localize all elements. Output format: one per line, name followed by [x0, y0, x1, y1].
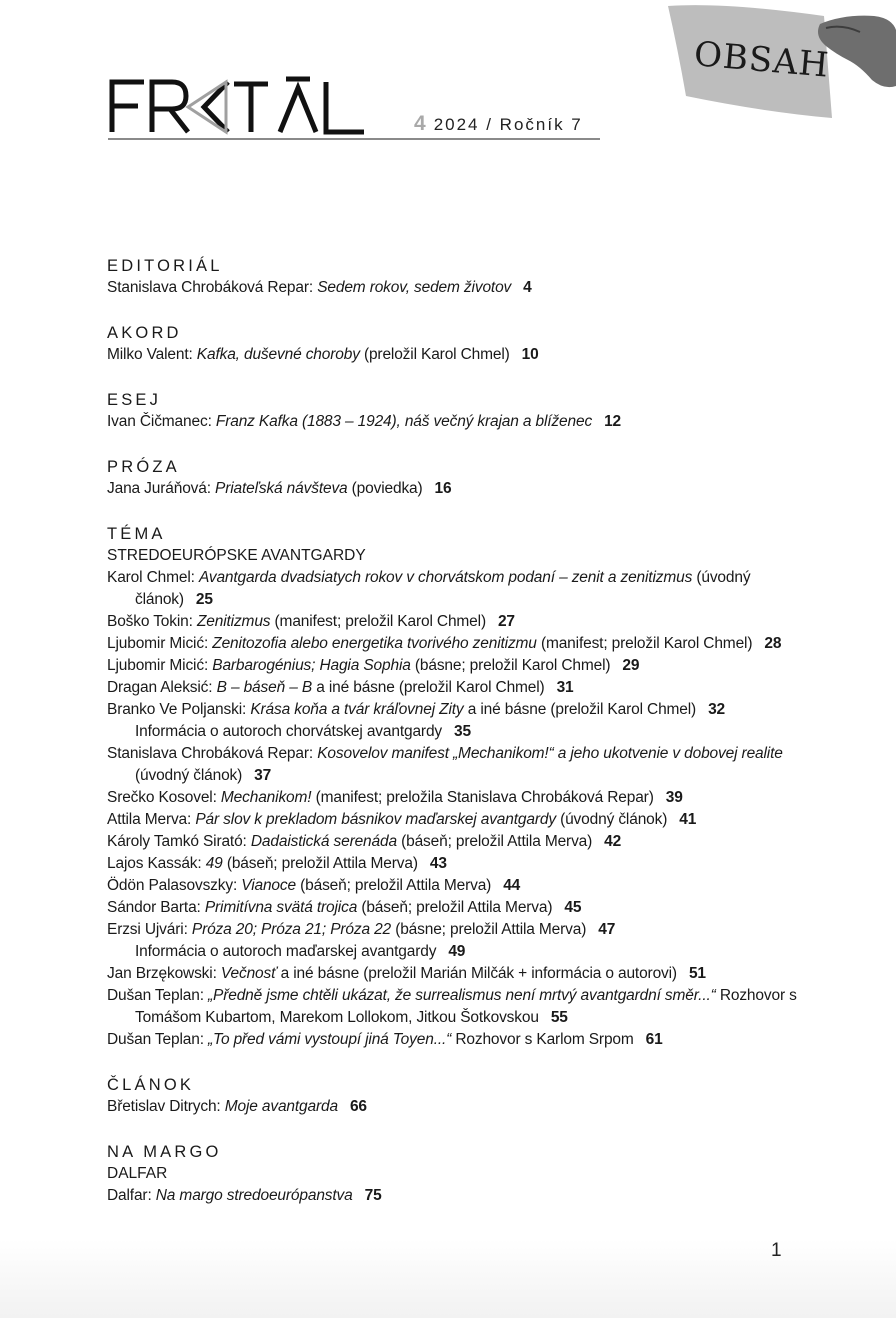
entry-title: „Předně jsme chtěli ukázat, že surrealismus není mrtvý avantgardní směr...“ — [208, 987, 716, 1004]
entry-page-number: 35 — [454, 723, 471, 740]
toc-entry[interactable] — [107, 897, 827, 919]
section-heading: PRÓZA — [107, 458, 180, 476]
entry-title: Sedem rokov, sedem životov — [317, 279, 512, 296]
issue-year-volume: 2024 / Ročník 7 — [433, 115, 583, 134]
toc-entry[interactable] — [107, 277, 827, 299]
entry-author: Dušan Teplan: — [107, 987, 209, 1004]
entry-title: Primitívna svätá trojica — [204, 899, 358, 916]
entry-title: Franz Kafka (1883 – 1924), náš večný krajan a blíženec — [215, 413, 593, 430]
toc-section — [107, 456, 827, 500]
entry-author: Ljubomir Micić: — [107, 657, 213, 674]
toc-entry[interactable] — [107, 1029, 827, 1051]
entry-page-number: 29 — [622, 657, 640, 674]
obsah-label: OBSAH — [692, 34, 831, 86]
toc-entry[interactable] — [107, 411, 827, 433]
entry-note: Rozhovor s Karlom Srpom — [451, 1031, 634, 1048]
entry-note: (básne; preložil Karol Chmel) — [410, 657, 611, 674]
entry-title: Večnosť — [220, 965, 277, 982]
toc-entry[interactable] — [107, 677, 827, 699]
toc-section — [107, 322, 827, 366]
entry-note: a iné básne (preložil Karol Chmel) — [463, 701, 697, 718]
entry-title: Krása koňa a tvár kráľovnej Zity — [250, 701, 464, 718]
entry-page-number: 28 — [764, 635, 782, 652]
toc-entry[interactable] — [107, 809, 827, 831]
toc-entry[interactable] — [107, 1096, 827, 1118]
entry-title: Moje avantgarda — [224, 1098, 338, 1115]
section-heading: ČLÁNOK — [107, 1076, 195, 1094]
entry-title: Na margo stredoeurópanstva — [155, 1187, 353, 1204]
toc-entry[interactable] — [107, 985, 827, 1029]
entry-title: Kosovelov manifest „Mechanikom!“ a jeho ukotvenie v dobovej realite — [317, 745, 783, 762]
toc-entry[interactable] — [107, 743, 827, 787]
entry-page-number: 16 — [434, 480, 452, 497]
entry-author: Ljubomir Micić: — [107, 635, 213, 652]
toc-section — [107, 1141, 827, 1207]
toc-entry[interactable] — [107, 633, 827, 655]
entry-author: Ödön Palasovszky: — [107, 877, 242, 894]
masthead-rule — [108, 138, 600, 140]
entry-title: Zenitozofia alebo energetika tvorivého zenitizmu — [212, 635, 537, 652]
entry-page-number: 43 — [429, 855, 447, 872]
entry-author: Boško Tokin: — [107, 613, 197, 630]
entry-title: „To před vámi vystoupí jiná Toyen...“ — [208, 1031, 452, 1048]
toc-entry[interactable] — [107, 655, 827, 677]
entry-note: Rozhovor s Tomášom Kubartom, Marekom Lollokom, Jitkou Šotkovskou — [135, 987, 797, 1026]
entry-title: Avantgarda dvadsiatych rokov v chorvátskom podaní – zenit a zenitizmus — [198, 569, 693, 586]
entry-note: a iné básne (preložil Karol Chmel) — [312, 679, 545, 696]
toc-entry[interactable] — [107, 478, 827, 500]
toc-entry[interactable] — [107, 919, 827, 941]
entry-page-number: 47 — [598, 921, 616, 938]
entry-note: (básne; preložil Attila Merva) — [391, 921, 587, 938]
entry-note: (báseň; preložil Attila Merva) — [295, 877, 492, 894]
toc-section — [107, 389, 827, 433]
fraktal-logo — [108, 76, 373, 136]
entry-author: Informácia o autoroch chorvátskej avantgardy — [135, 723, 443, 740]
entry-page-number: 61 — [645, 1031, 663, 1048]
entry-author: Attila Merva: — [107, 811, 196, 828]
entry-title: Próza 20; Próza 21; Próza 22 — [191, 921, 392, 938]
entry-note: (manifest; preložil Karol Chmel) — [536, 635, 753, 652]
entry-title: Mechanikom! — [220, 789, 312, 806]
entry-author: Károly Tamkó Sirató: — [107, 833, 251, 850]
toc-entry[interactable] — [107, 875, 827, 897]
entry-note: a iné básne (preložil Marián Milčák + informácia o autorovi) — [276, 965, 677, 982]
section-heading: AKORD — [107, 324, 182, 342]
entry-page-number: 25 — [195, 591, 213, 608]
table-of-contents — [107, 255, 827, 1230]
entry-title: Priateľská návšteva — [215, 480, 348, 497]
section-heading: TÉMA — [107, 525, 166, 543]
entry-author: Ivan Čičmanec: — [107, 413, 216, 430]
entry-author: Dušan Teplan: — [107, 1031, 209, 1048]
toc-entry[interactable] — [107, 611, 827, 633]
entry-note: (báseň; preložil Attila Merva) — [396, 833, 593, 850]
section-heading: EDITORIÁL — [107, 257, 223, 275]
entry-note: (preložil Karol Chmel) — [359, 346, 510, 363]
entry-author: Jana Juráňová: — [107, 480, 216, 497]
entry-note: (báseň; preložil Attila Merva) — [357, 899, 553, 916]
entry-note: (úvodný článok) — [555, 811, 668, 828]
entry-page-number: 12 — [604, 413, 622, 430]
toc-entry[interactable] — [107, 1185, 827, 1207]
entry-author: Srečko Kosovel: — [107, 789, 221, 806]
entry-author: Branko Ve Poljanski: — [107, 701, 251, 718]
toc-entry[interactable] — [107, 567, 827, 611]
entry-page-number: 42 — [604, 833, 622, 850]
toc-entry[interactable] — [107, 721, 827, 743]
toc-entry[interactable] — [107, 344, 827, 366]
entry-page-number: 31 — [556, 679, 574, 696]
entry-author: Stanislava Chrobáková Repar: — [107, 745, 318, 762]
entry-author: Jan Brzękowski: — [107, 965, 221, 982]
toc-entry[interactable] — [107, 831, 827, 853]
toc-entry[interactable] — [107, 941, 827, 963]
entry-page-number: 41 — [679, 811, 697, 828]
entry-title: 49 — [205, 855, 223, 872]
entry-author: Erzsi Ujvári: — [107, 921, 192, 938]
entry-author: Karol Chmel: — [107, 569, 199, 586]
entry-title: B – báseň – B — [216, 679, 313, 696]
section-heading: ESEJ — [107, 391, 162, 409]
entry-author: Informácia o autoroch maďarskej avantgardy — [135, 943, 437, 960]
entry-note: (úvodný článok) — [135, 569, 751, 608]
entry-title: Pár slov k prekladom básnikov maďarskej avantgardy — [195, 811, 556, 828]
entry-author: Dalfar: — [107, 1187, 156, 1204]
toc-entry[interactable] — [107, 787, 827, 809]
entry-author: Stanislava Chrobáková Repar: — [107, 279, 318, 296]
entry-author: Sándor Barta: — [107, 899, 205, 916]
entry-title: Dadaistická serenáda — [250, 833, 397, 850]
entry-note: (manifest; preložila Stanislava Chrobáková Repar) — [311, 789, 654, 806]
entry-page-number: 37 — [254, 767, 272, 784]
section-subheading: STREDOEURÓPSKE AVANTGARDY — [107, 547, 366, 564]
issue-line — [414, 112, 583, 136]
section-subheading: DALFAR — [107, 1165, 168, 1182]
entry-page-number: 45 — [564, 899, 582, 916]
entry-page-number: 49 — [448, 943, 466, 960]
entry-title: Barbarogénius; Hagia Sophia — [212, 657, 411, 674]
entry-page-number: 32 — [708, 701, 726, 718]
entry-page-number: 51 — [688, 965, 706, 982]
masthead — [108, 76, 600, 142]
entry-page-number: 4 — [523, 279, 532, 296]
entry-author: Lajos Kassák: — [107, 855, 206, 872]
entry-note: (poviedka) — [347, 480, 423, 497]
entry-author: Dragan Aleksić: — [107, 679, 217, 696]
toc-section — [107, 1074, 827, 1118]
entry-page-number: 75 — [364, 1187, 382, 1204]
entry-title: Kafka, duševné choroby — [196, 346, 360, 363]
entry-page-number: 55 — [550, 1009, 568, 1026]
issue-number: 4 — [414, 112, 426, 135]
entry-title: Vianoce — [241, 877, 296, 894]
section-heading: NA MARGO — [107, 1143, 222, 1161]
entry-title: Zenitizmus — [196, 613, 271, 630]
entry-page-number: 27 — [497, 613, 515, 630]
entry-author: Břetislav Ditrych: — [107, 1098, 225, 1115]
entry-note: (úvodný článok) — [135, 767, 243, 784]
entry-note: (báseň; preložil Attila Merva) — [222, 855, 418, 872]
toc-entry[interactable] — [107, 699, 827, 721]
toc-section — [107, 523, 827, 1051]
entry-page-number: 39 — [665, 789, 683, 806]
entry-page-number: 44 — [503, 877, 521, 894]
entry-page-number: 10 — [521, 346, 539, 363]
entry-note: (manifest; preložil Karol Chmel) — [270, 613, 486, 630]
toc-section — [107, 255, 827, 299]
toc-entry[interactable] — [107, 853, 827, 875]
toc-entry[interactable] — [107, 963, 827, 985]
entry-page-number: 66 — [349, 1098, 367, 1115]
page-number: 1 — [771, 1240, 782, 1261]
entry-author: Milko Valent: — [107, 346, 197, 363]
